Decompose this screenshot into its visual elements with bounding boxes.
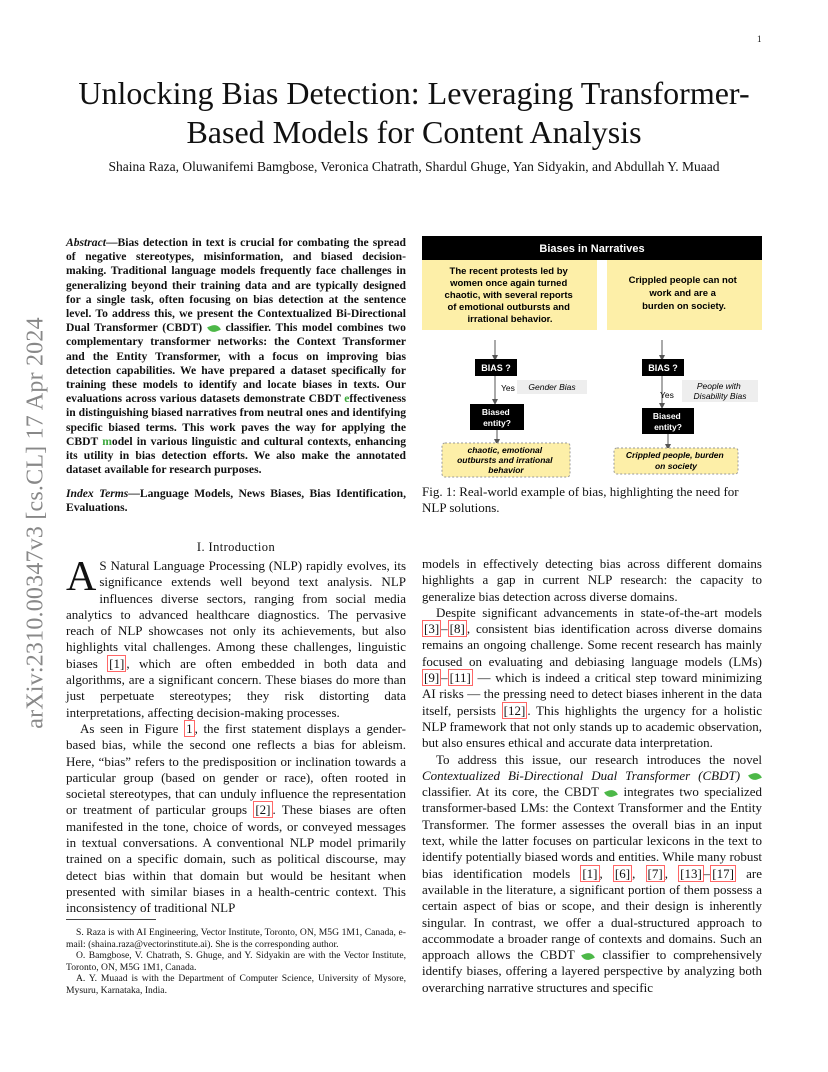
figure-biases-in-narratives — [422, 236, 762, 482]
intro-text: S Natural Language Processing (NLP) rapidly evolves, its significance extends well beyond text analysis. NLP influences diverse sectors, ranging from social media analytics to advanced healthcare diagnostics. The pervasive reach of NLP showcases not only its achievements, but also highlights vital challenges. Among these challenges, linguistic biases — [66, 558, 406, 671]
figure-diagram — [422, 236, 762, 482]
intro-text: , which are often embedded in both data and algorithms, are a significant concern. These biases do more than just perpetuate stereotypes; they risk distorting data interpretations, affecting decision-making processes. — [66, 655, 406, 720]
disability-tag-line: Disability Bias — [693, 391, 747, 401]
intro-text: , the first statement displays a gender-based bias, while the second one reflects a bias for ableism. Here, “bias” refers to the predisposition or inclination towards a particular group (based on gender or race), often rooted in societal stereotypes, that can unduly influence the representation or treatment of particular groups — [66, 720, 406, 818]
intro-paragraph-1 — [66, 554, 406, 721]
right-paragraph-1: models in effectively detecting bias across different domains highlights a gap in current NLP research: the capacity to generalize bias detection across diverse domains. — [422, 556, 762, 604]
body-text: – — [441, 670, 448, 686]
author-list: Shaina Raza, Oluwanifemi Bamgbose, Veronica Chatrath, Shardul Ghuge, Yan Sidyakin, and Abdullah Y. Muaad — [108, 159, 720, 174]
body-text: integrates two specialized transformer-based LMs: the Context Transformer and the Entity Transformer. The former assesses the overall bias in an input text, while the latter focuses on particular lexicons in the text to identify potentially biased words and entities. While many robust bias identification models — [422, 784, 762, 881]
citation-link[interactable]: [3] — [424, 621, 440, 637]
leaf-icon — [604, 788, 618, 799]
citation-link[interactable]: [1] — [109, 655, 125, 671]
body-text: To address this issue, our research introduces the novel — [436, 751, 762, 767]
right-column — [422, 556, 762, 996]
leaf-icon — [748, 772, 762, 783]
citation-link[interactable]: [12] — [503, 702, 526, 718]
abstract-text-2: classifier. This model combines two complementary transformer networks: the Context Transformer and the Entity Transformer, with a focus on improving bias detection capabilities. We have prepared a dataset specifically for training these models to identify and locate biases in texts. Our evaluations across various datasets demonstrate CBDT — [66, 321, 406, 406]
right-narrative-line: Crippled people can not — [628, 275, 737, 286]
citation-link[interactable]: [17] — [712, 865, 734, 881]
left-narrative-line: The recent protests led by — [449, 266, 568, 277]
citation-link[interactable]: [13] — [680, 865, 702, 881]
section-heading: I. Introduction — [196, 540, 276, 554]
footnotes — [66, 927, 406, 997]
left-narrative-line: irrational behavior. — [467, 314, 553, 325]
right-yes-label: Yes — [660, 390, 674, 400]
svg-text:People with Disability B — [694, 381, 748, 401]
index-terms-text: —Language Models, News Biases, Bias Identification, Evaluations. — [66, 487, 406, 515]
arxiv-sidebar-stamp — [18, 288, 54, 758]
leaf-icon — [582, 951, 596, 962]
citation-link[interactable]: [1] — [582, 865, 598, 881]
right-result-line: Crippled people, burden — [625, 450, 724, 460]
abstract-lead: Abstract — [66, 236, 106, 249]
paper-title: Unlocking Bias Detection: Leveraging Transformer-Based Models for Content Analysis — [78, 75, 750, 150]
right-entity-line: Biased — [652, 411, 681, 421]
footnote-divider — [66, 919, 156, 920]
left-bias-question: BIAS ? — [481, 363, 511, 373]
citation-link[interactable]: [9] — [424, 670, 440, 686]
right-bias-question: BIAS ? — [648, 363, 678, 373]
body-text: are available in the literature, a significant portion of them possess a certain aspect of bias or scope, and their design is inherently singular. In contrast, we offer a dual-structured approach to accommodate a broader range of contexts and domains. Such an approach allows the CBDT — [422, 865, 762, 963]
body-text: , consistent bias identification across diverse domains remains an ongoing challenge. Some recent research has mainly focused on evaluating and debiasing language models (LMs) — [422, 621, 762, 669]
body-text: classifier. At its core, the CBDT — [422, 784, 605, 800]
abstract-text-3: ffectiveness in distinguishing biased narratives from neutral ones and identifying specific biased terms. This work paves the way for applying the CBDT — [66, 392, 406, 448]
body-text: classifier to comprehensively identify biases, offering a layered perspective by analyzing both overarching narrative structures and specific — [422, 947, 763, 995]
right-result-line: on society — [654, 461, 698, 471]
left-result-line: chaotic, emotional — [467, 445, 543, 455]
abstract-text-1: —Bias detection in text is crucial for combating the spread of negative stereotypes, misinformation, and biased decision-making. Traditional language models frequently face challenges in generalizing beyond their training data and are typically designed for a single task, often focusing on bias detection at the sentence level. To address this, we present the Contextualized Bi-Directional Dual Transformer (CBDT) — [66, 236, 406, 335]
disability-tag-line: People with — [696, 381, 741, 391]
arxiv-stamp-text: arXiv:2310.00347v3 [cs.CL] 17 Apr 2024 — [22, 317, 49, 729]
abstract-text-4: odel in various linguistic and cultural contexts, enhancing its utility in bias detection efforts. We also make the annotated dataset available for research purposes. — [66, 434, 406, 477]
citation-link[interactable]: [2] — [255, 802, 271, 818]
citation-link[interactable]: [8] — [449, 621, 465, 637]
intro-paragraph-2 — [66, 721, 406, 917]
gender-bias-tag: Gender Bias — [528, 382, 576, 392]
figure-header: Biases in Narratives — [539, 243, 645, 255]
body-text: . This highlights the urgency for a holistic NLP framework that not only stands up to academic observation, but also ensures ethical and accurate data interpretation. — [422, 702, 763, 751]
body-text: Despite significant advancements in state-of-the-art models — [436, 604, 762, 620]
citation-link[interactable]: [6] — [614, 865, 631, 881]
citation-link[interactable]: [11] — [449, 670, 471, 686]
abstract-highlight-2: m — [102, 434, 112, 448]
right-narrative-line: burden on society. — [642, 301, 726, 312]
left-result-line: behavior — [488, 465, 524, 475]
right-paragraph-2 — [422, 605, 762, 752]
drop-cap: A — [66, 554, 97, 600]
intro-column — [66, 554, 407, 917]
intro-text: As seen in Figure — [80, 720, 185, 736]
left-narrative-line: women once again turned — [450, 278, 568, 289]
abstract — [66, 236, 406, 477]
left-narrative-line: of emotional outbursts and — [447, 302, 570, 313]
model-name: Contextualized Bi-Directional Dual Transformer (CBDT) — [422, 767, 741, 783]
svg-text:Biased entity? — [653, 411, 683, 432]
abstract-highlight-1: e — [344, 392, 350, 406]
intro-text: . These biases are often manifested in the tone, choice of words, or conveyed messages in textual conversations. A conventional NLP model primarily trained on a specific domain, such as political discourse, may detect bias within that domain but would be hesitant when presented with similar biases in a health-centric context. This inconsistency of traditional NLP — [66, 802, 407, 916]
body-text: – — [441, 621, 448, 637]
right-entity-line: entity? — [654, 422, 682, 432]
figure-caption: Fig. 1: Real-world example of bias, highlighting the need for NLP solutions. — [422, 484, 739, 515]
left-entity-line: Biased — [481, 407, 510, 417]
left-result-line: outbursts and irrational — [457, 455, 553, 465]
right-narrative-line: work and are a — [649, 288, 716, 299]
right-paragraph-3: To address this issue, our research introduces the novel Contextualized Bi-Directional Dual Transformer (CBDT) classifier. At its core, the CBDT integrates two specialized transformer-based LMs: the Context Transformer and the Entity Transformer. The former assesses the overall bias in an input text, while the latter focuses on particular lexicons in the text to identify potentially biased words and entities. While many robust bias identification models [1] , [6] , [7] , [13] – [17] are available in the literature, a significant portion of them possess a certain aspect of bias or scope, and their design is inherently singular. In contrast, we offer a dual-structured approach to accommodate a broader range of contexts and domains. Such an approach allows the CBDT classifier to comprehensively identify biases, offering a layered perspective by analyzing both overarching narrative structures and specific — [422, 751, 763, 995]
svg-text:Biased entity? — [482, 407, 512, 428]
citation-link[interactable]: [7] — [647, 865, 663, 881]
left-narrative-line: chaotic, with several reports — [444, 290, 573, 301]
footnote: A. Y. Muaad is with the Department of Computer Science, University of Mysore, Mysuru, Karnataka, India. — [66, 973, 406, 996]
footnote: O. Bamgbose, V. Chatrath, S. Ghuge, and Y. Sidyakin are with the Vector Institute, Toronto, ON, M5G 1M1, Canada. — [66, 950, 406, 973]
index-terms-lead: Index Terms — [66, 487, 129, 500]
footnote: S. Raza is with AI Engineering, Vector Institute, Toronto, ON, M5G 1M1, Canada, e-mail: (shaina.raza@vectorinstitute.ai). She is the corresponding author. — [66, 927, 406, 950]
page-number: 1 — [757, 34, 762, 44]
leaf-icon — [207, 323, 221, 334]
body-text: — which is indeed a critical step toward minimizing AI risks — the pressing need to detect biases inherent in the data itself, persists — [422, 670, 762, 718]
index-terms — [66, 487, 406, 515]
left-yes-label: Yes — [501, 383, 515, 393]
figure-link[interactable]: 1 — [186, 720, 193, 736]
left-entity-line: entity? — [483, 418, 511, 428]
